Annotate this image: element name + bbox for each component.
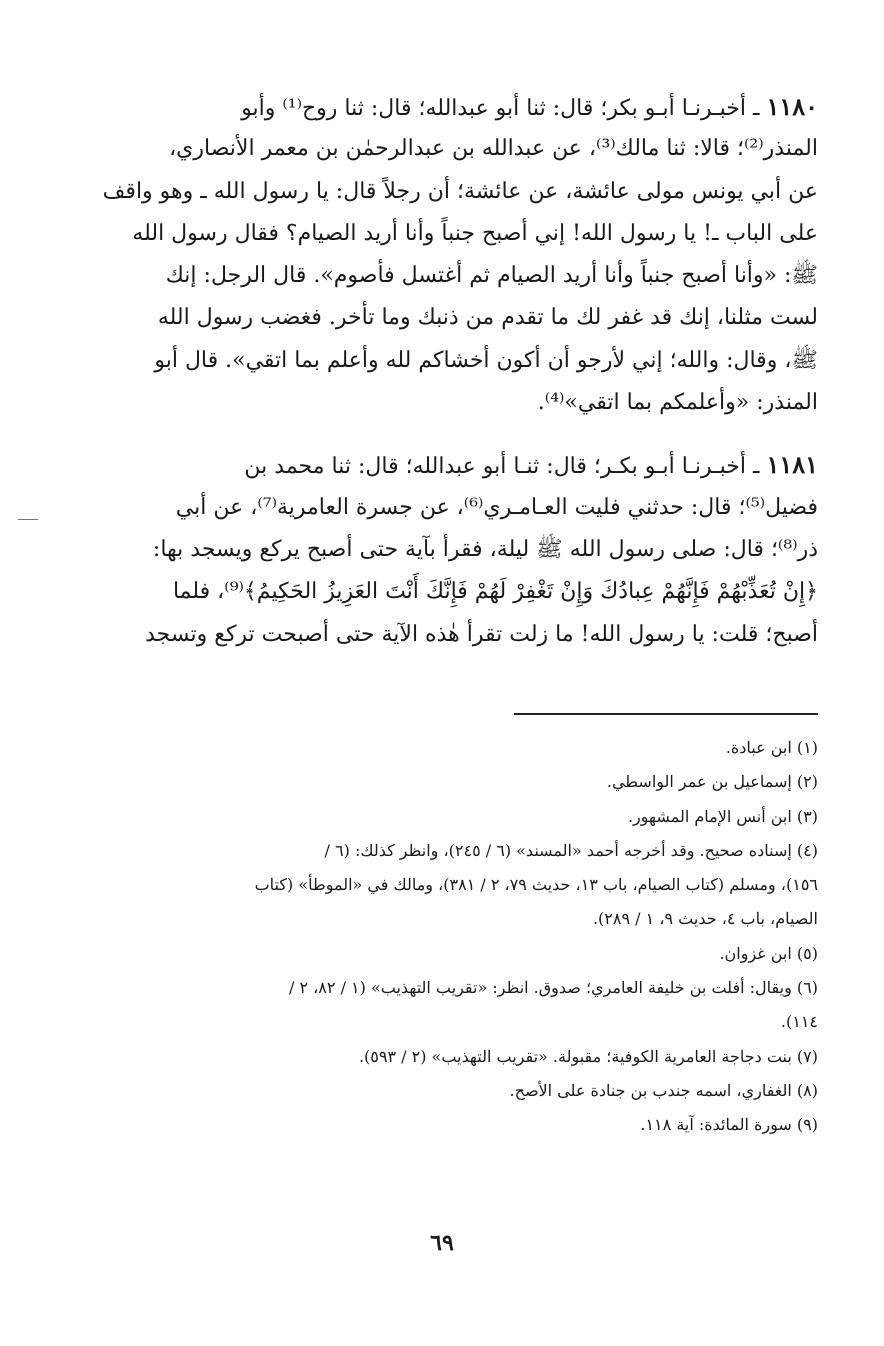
footnote: (٤) إسناده صحيح. وقد أخرجه أحمد «المسند» (٦ / ٢٤٥)، وانظر كذلك: (٦ / <box>324 840 818 860</box>
hadith-1181 <box>100 444 818 655</box>
footnote: (٢) إسماعيل بن عمر الواسطي. <box>606 772 818 792</box>
margin-mark <box>18 519 38 520</box>
text-line: فضيل⁽⁵⁾؛ قال: حدثني فليت العـامـري⁽⁶⁾، عن جسرة العامرية⁽⁷⁾، عن أبي <box>175 494 818 520</box>
footnote: (٩) سورة المائدة: آية ١١٨. <box>640 1115 818 1135</box>
text-line: ١١٨٠ ـ أخبـرنـا أبـو بكر؛ قال: ثنا أبو عبدالله؛ قال: ثنا روح⁽¹⁾ وأبو <box>241 92 818 121</box>
page-number: ٦٩ <box>430 1230 454 1256</box>
text-line: ﴿إِنْ تُعَذِّبْهُمْ فَإِنَّهُمْ عِبادُكَ وَإِنْ تَغْفِرْ لَهُمْ فَإِنَّكَ أَنْتَ العَزِيزُ الحَكِيمُ﴾⁽⁹⁾، فلما <box>172 579 818 605</box>
footnotes <box>100 731 818 1143</box>
text-line: ﷺ، وقال: والله؛ إني لأرجو أن أكون أخشاكم لله وأعلم بما اتقي». قال أبو <box>154 347 818 373</box>
text-line: لست مثلنا، إنك قد غفر لك ما تقدم من ذنبك وما تأخر. فغضب رسول الله <box>157 305 818 331</box>
footnote: الصيام، باب ٤، حديث ٩، ١ / ٢٨٩). <box>592 909 818 929</box>
text-line: ١١٨١ ـ أخبـرنـا أبـو بكـر؛ قال: ثنـا أبو عبدالله؛ قال: ثنا محمد بن <box>244 450 818 480</box>
footnote-separator <box>514 713 818 715</box>
text-line: ذر⁽⁸⁾؛ قال: صلى رسول الله ﷺ ليلة، فقرأ بآية حتى أصبح يركع ويسجد بها: <box>152 536 818 562</box>
hadith-1180 <box>100 86 818 424</box>
footnote: (٧) بنت دجاجة العامرية الكوفية؛ مقبولة. «تقريب التهذيب» (٢ / ٥٩٣). <box>358 1046 818 1066</box>
text-line: على الباب ـ! يا رسول الله! إني أصبح جنباً وأنا أريد الصيام؟ فقال رسول الله <box>132 220 818 246</box>
hadith-number: ١١٨٠ <box>766 92 818 121</box>
footnote: (٣) ابن أنس الإمام المشهور. <box>627 806 818 826</box>
text-line: عن أبي يونس مولى عائشة، عن عائشة؛ أن رجلاً قال: يا رسول الله ـ وهو واقف <box>102 178 818 204</box>
text-line: المنذر: «وأعلمكم بما اتقي»⁽⁴⁾. <box>537 390 818 416</box>
text-line: المنذر⁽²⁾؛ قالا: ثنا مالك⁽³⁾، عن عبدالله بن عبدالرحمٰن بن معمر الأنصاري، <box>169 136 818 162</box>
text-line: أصبح؛ قلت: يا رسول الله! ما زلت تقرأ هٰذه الآية حتى أصبحت تركع وتسجد <box>145 621 818 647</box>
footnote: (٥) ابن غزوان. <box>719 943 818 963</box>
hadith-number: ١١٨١ <box>766 450 818 480</box>
footnote: ١٥٦)، ومسلم (كتاب الصيام، باب ١٣، حديث ٧٩، ٢ / ٣٨١)، ومالك في «الموطأ» (كتاب <box>254 875 818 895</box>
text-line: ﷺ: «وأنا أصبح جنباً وأنا أريد الصيام ثم أغتسل فأصوم». قال الرجل: إنك <box>165 263 818 289</box>
footnote: ١١٤). <box>780 1012 818 1032</box>
footnote: (٨) الغفاري، اسمه جندب بن جنادة على الأصح. <box>509 1080 818 1100</box>
footnote: (٦) ويقال: أفلت بن خليفة العامري؛ صدوق. انظر: «تقريب التهذيب» (١ / ٨٢، ٢ / <box>288 978 818 998</box>
footnote: (١) ابن عبادة. <box>725 738 818 757</box>
main-text <box>100 86 818 676</box>
